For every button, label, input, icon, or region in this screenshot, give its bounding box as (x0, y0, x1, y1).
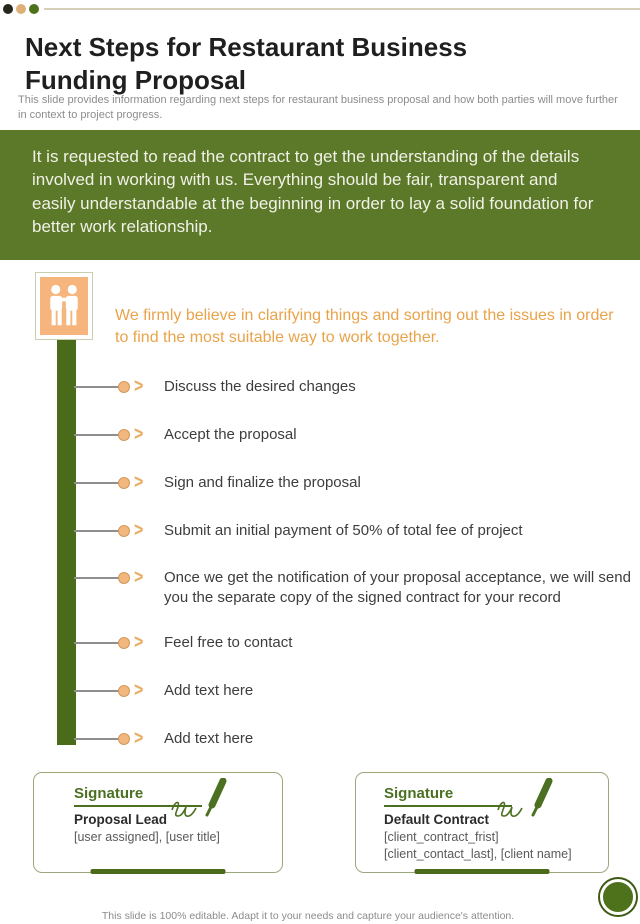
signature-box-accent-bar (91, 869, 226, 874)
editable-note: This slide is 100% editable. Adapt it to your needs and capture your audience's attention. (101, 909, 515, 922)
bullet-dot-icon (118, 637, 130, 649)
signatory-role: Default Contract (384, 812, 490, 827)
chevron-right-icon: > (134, 472, 144, 493)
chevron-right-icon: > (134, 567, 144, 588)
header-rule (44, 8, 640, 10)
bullet-dot-icon (118, 685, 130, 697)
connector-line (74, 690, 118, 692)
signatory-placeholder-line1[interactable]: [client_contract_frist] (384, 830, 499, 844)
pen-icon (168, 778, 230, 825)
page-subtitle: This slide provides information regarding next steps for restaurant business proposal and how both parties will move further in context to project progress. (18, 94, 618, 121)
bullet-dot-icon (118, 477, 130, 489)
connector-line (74, 482, 118, 484)
signatory-placeholder[interactable] (74, 829, 282, 846)
connector-line (74, 577, 118, 579)
step-label: Accept the proposal (164, 426, 297, 443)
step-label: Feel free to contact (164, 634, 293, 651)
step-label: Once we get the notification of your proposal acceptance, we will send you the separate copy of the signed contract for your record (164, 569, 631, 606)
bullet-dot-icon (118, 429, 130, 441)
signature-box-proposal-lead (33, 772, 283, 873)
bullet-dot-icon (118, 572, 130, 584)
header-dot-tan-icon (16, 4, 26, 14)
signatory-placeholder-line1[interactable]: [user assigned], [user title] (74, 830, 220, 844)
page-title: Next Steps for Restaurant Business Funding Proposal (25, 32, 468, 95)
header-dot-dark-icon (3, 4, 13, 14)
signature-box-default-contract (355, 772, 609, 873)
belief-statement: We firmly believe in clarifying things and sorting out the issues in order to find the most suitable way to work together. (115, 307, 614, 346)
signature-heading: Signature (384, 785, 454, 802)
chevron-right-icon: > (134, 680, 144, 701)
connector-line (74, 642, 118, 644)
step-label: Sign and finalize the proposal (164, 474, 361, 491)
contract-banner (0, 130, 640, 260)
connector-line (74, 434, 118, 436)
pen-icon (494, 778, 556, 825)
step-label: Discuss the desired changes (164, 378, 356, 395)
signature-rule (384, 805, 512, 807)
timeline-stem (57, 340, 76, 745)
chevron-right-icon: > (134, 728, 144, 749)
step-label-placeholder[interactable]: Add text here (164, 682, 254, 699)
handshake-icon-frame (35, 272, 93, 340)
chevron-right-icon: > (134, 520, 144, 541)
chevron-right-icon: > (134, 424, 144, 445)
step-label: Submit an initial payment of 50% of total fee of project (164, 522, 523, 539)
signatory-role: Proposal Lead (74, 812, 168, 827)
header-dot-green-icon (29, 4, 39, 14)
contract-banner-text: It is requested to read the contract to get the understanding of the details involved in working with us. Everything should be fair, transparent and easily understandable at the beginning in order to lay a solid foundation for better work relationship. (32, 147, 594, 237)
bullet-dot-icon (118, 733, 130, 745)
signature-box-accent-bar (415, 869, 550, 874)
connector-line (74, 738, 118, 740)
connector-line (74, 530, 118, 532)
chevron-right-icon: > (134, 632, 144, 653)
connector-line (74, 386, 118, 388)
corner-circle-icon (600, 879, 636, 915)
bullet-dot-icon (118, 381, 130, 393)
signature-heading: Signature (74, 785, 144, 802)
signatory-placeholder-line2[interactable]: [client_contact_last], [client name] (384, 847, 572, 861)
bullet-dot-icon (118, 525, 130, 537)
step-label-placeholder[interactable]: Add text here (164, 730, 254, 747)
handshake-icon (40, 277, 88, 335)
chevron-right-icon: > (134, 376, 144, 397)
signatory-placeholder[interactable] (384, 829, 608, 863)
